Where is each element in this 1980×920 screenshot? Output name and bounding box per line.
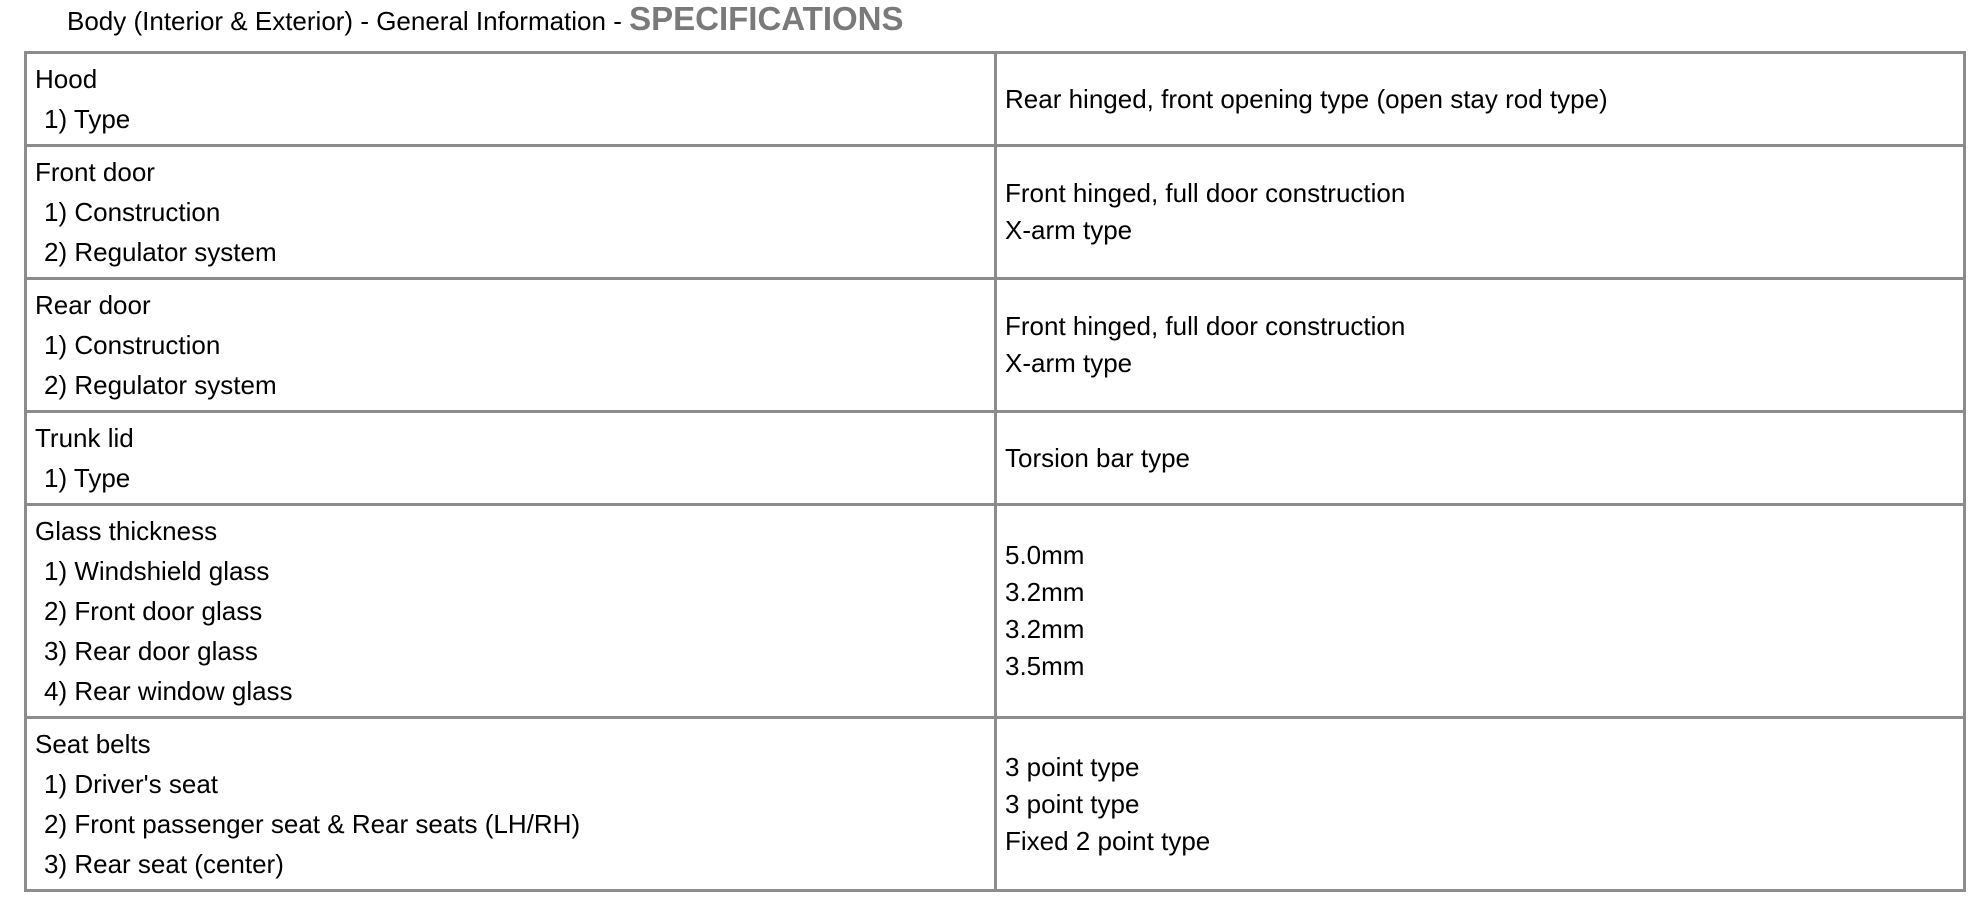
row-item: 4) Rear window glass (44, 676, 293, 706)
row-item: 1) Windshield glass (44, 556, 270, 586)
table-row-seat-belts (26, 718, 1965, 891)
row-value: 3.5mm (1005, 651, 1085, 681)
row-item: 2) Regulator system (44, 370, 277, 400)
table-row-hood (26, 53, 1965, 146)
page-header (67, 0, 904, 40)
row-value: 3.2mm (1005, 614, 1085, 644)
row-value: Torsion bar type (1005, 442, 1190, 473)
row-item: 2) Front door glass (44, 596, 263, 626)
row-item: 3) Rear seat (center) (44, 849, 284, 879)
row-value: Front hinged, full door construction (1005, 311, 1406, 341)
value-cell (996, 505, 1965, 718)
row-heading: Front door (35, 157, 155, 187)
row-value: X-arm type (1005, 348, 1133, 378)
row-value: Front hinged, full door construction (1005, 178, 1406, 208)
row-heading: Hood (35, 64, 98, 94)
value-cell (996, 412, 1965, 505)
row-item: 2) Front passenger seat & Rear seats (LH/RH) (44, 809, 581, 839)
value-cell (996, 146, 1965, 279)
breadcrumb: Body (Interior & Exterior) - General Information - (67, 6, 630, 36)
row-value: X-arm type (1005, 215, 1133, 245)
row-heading: Trunk lid (35, 423, 134, 453)
table-row-front-door (26, 146, 1965, 279)
specifications-table (24, 51, 1966, 892)
row-item: 1) Type (44, 104, 131, 134)
row-value: 5.0mm (1005, 540, 1085, 570)
item-cell (26, 718, 996, 891)
row-value: 3.2mm (1005, 577, 1085, 607)
item-cell (26, 412, 996, 505)
row-heading: Rear door (35, 290, 151, 320)
table-row-trunk-lid (26, 412, 1965, 505)
row-item: 1) Type (44, 463, 131, 493)
table-row-rear-door (26, 279, 1965, 412)
row-value: Rear hinged, front opening type (open stay rod type) (1005, 83, 1608, 114)
item-cell (26, 53, 996, 146)
item-cell (26, 505, 996, 718)
row-value: 3 point type (1005, 788, 1140, 819)
row-item: 1) Driver's seat (44, 769, 219, 799)
table-row-glass-thickness (26, 505, 1965, 718)
value-cell (996, 718, 1965, 891)
row-item: 2) Regulator system (44, 237, 277, 267)
item-cell (26, 279, 996, 412)
row-item: 1) Construction (44, 197, 221, 227)
row-value: Fixed 2 point type (1005, 825, 1211, 856)
row-item: 1) Construction (44, 330, 221, 360)
item-cell (26, 146, 996, 279)
value-cell (996, 53, 1965, 146)
value-cell (996, 279, 1965, 412)
row-heading: Glass thickness (35, 516, 218, 546)
row-heading: Seat belts (35, 729, 151, 759)
row-item: 3) Rear door glass (44, 636, 258, 666)
page-title: SPECIFICATIONS (629, 0, 904, 37)
row-value: 3 point type (1005, 751, 1140, 782)
